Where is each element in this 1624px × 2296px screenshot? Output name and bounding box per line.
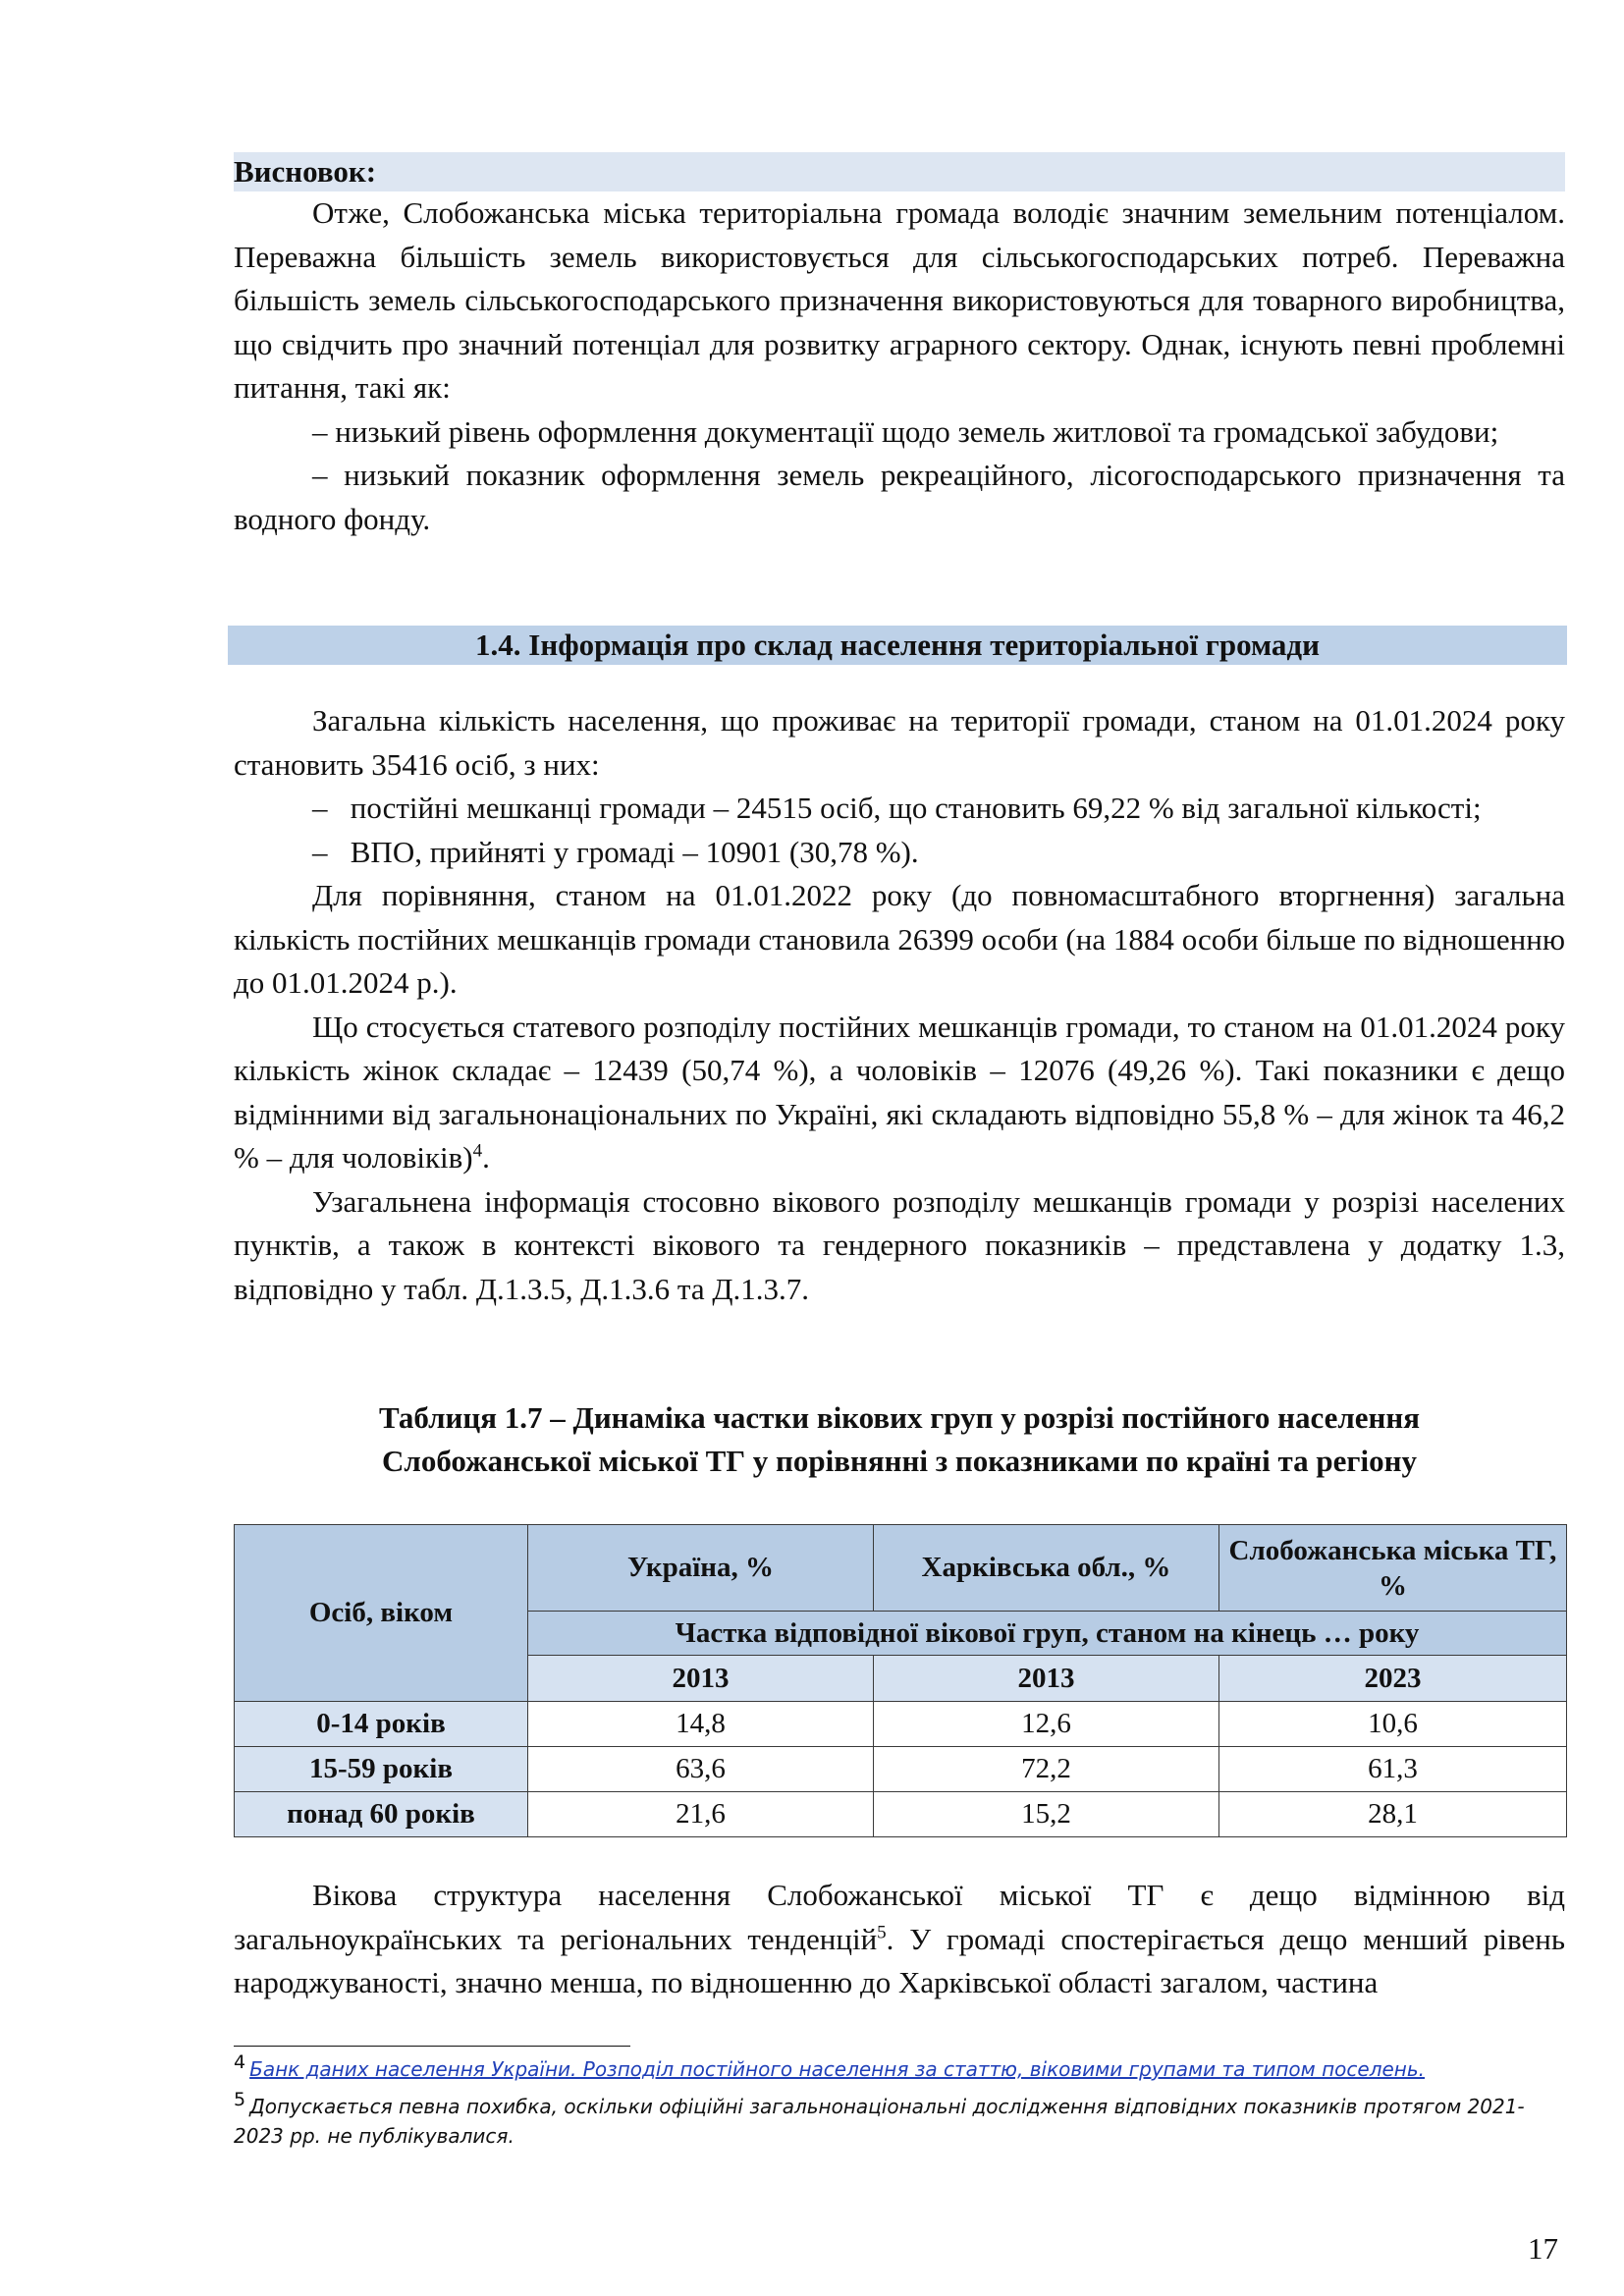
table-cell: 12,6 [874, 1702, 1219, 1747]
footnote-separator [234, 2046, 630, 2047]
table-caption-line-1: Таблиця 1.7 – Динаміка частки вікових груп у розрізі постійного населення [378, 1400, 1421, 1435]
bullet-idp: – ВПО, прийняті у громаді – 10901 (30,78 %). [312, 834, 919, 869]
subheader-cell: Частка відповідної вікової груп, станом на кінець … року [528, 1612, 1567, 1656]
conclusion-paragraph: Отже, Слобожанська міська територіальна громада володіє значним земельним потенціалом. Переважна більшість земель використовується для сільськогосподарських потреб. Переважна більшість земель сільськогосподарського призначення використовуються для товарного виробництва, що свідчить про значний потенціал для розвитку аграрного сектору. Однак, існують певні проблемні питання, такі як: [234, 195, 1565, 405]
conclusion-item-2: – низький показник оформлення земель рекреаційного, лісогосподарського призначення та водного фонду. [234, 458, 1565, 536]
footnote-number: 5 [234, 2089, 246, 2111]
year-cell: 2023 [1219, 1656, 1567, 1702]
row-label: понад 60 років [235, 1792, 528, 1837]
table-cell: 10,6 [1219, 1702, 1567, 1747]
footnote-ref-5[interactable]: 5 [877, 1922, 887, 1943]
footnote-4 [234, 2051, 1569, 2084]
age-groups-table [234, 1524, 1567, 1837]
gender-paragraph-end: . [482, 1140, 490, 1175]
after-table-block [234, 1874, 1565, 2005]
gender-paragraph-text: Що стосується статевого розподілу постійних мешканців громади, то станом на 01.01.2024 року кількість жінок складає – 12439 (50,74 %), а чоловіків – 12076 (49,26 %). Такі показники є дещо відмінними від загальнонаціональних по Україні, які складають відповідно 55,8 % – для жінок та 46,2 % – для чоловіків) [234, 1009, 1565, 1175]
page-number: 17 [1528, 2231, 1558, 2266]
table-cell: 72,2 [874, 1747, 1219, 1792]
table-row [235, 1792, 1567, 1837]
section-body [234, 699, 1565, 1311]
col-community-header: Слобожанська міська ТГ, % [1219, 1525, 1567, 1612]
row-header-cell: Осіб, віком [235, 1525, 528, 1702]
year-cell: 2013 [528, 1656, 874, 1702]
section-heading: 1.4. Інформація про склад населення територіальної громади [475, 628, 1320, 662]
section-heading-band [228, 626, 1567, 665]
age-summary-paragraph: Узагальнена інформація стосовно вікового розподілу мешканців громади у розрізі населених пунктів, а також в контексті вікового та гендерного показників – представлена у додатку 1.3, відповідно у табл. Д.1.3.5, Д.1.3.6 та Д.1.3.7. [234, 1183, 1565, 1306]
table-cell: 28,1 [1219, 1792, 1567, 1837]
footnote-link[interactable]: Банк даних населення України. Розподіл постійного населення за статтю, віковими групами та типом поселень. [249, 2057, 1426, 2081]
row-label: 0-14 років [235, 1702, 528, 1747]
footnote-5 [234, 2089, 1569, 2151]
conclusion-item-1: – низький рівень оформлення документації щодо земель житлової та громадської забудови; [312, 413, 1499, 449]
col-kharkiv-header: Харківська обл., % [874, 1525, 1219, 1612]
footnote-number: 4 [234, 2051, 246, 2074]
table-row [235, 1702, 1567, 1747]
table-cell: 21,6 [528, 1792, 874, 1837]
footnote-text: Допускається певна похибка, оскільки офіційні загальнонаціональні дослідження відповідних показників протягом 2021-2023 рр. не публікувалися. [234, 2095, 1525, 2148]
col-ukraine-header: Україна, % [528, 1525, 874, 1612]
age-structure-text: Вікова структура населення Слобожанської міської ТГ є дещо відмінною від загальноукраїнських та регіональних тенденцій [234, 1878, 1565, 1956]
comparison-paragraph: Для порівняння, станом на 01.01.2022 року (до повномасштабного вторгнення) загальна кількість постійних мешканців громади становила 26399 особи (на 1884 особи більше по відношенню до 01.01.2024 р.). [234, 878, 1565, 1000]
population-paragraph: Загальна кількість населення, що проживає на території громади, станом на 01.01.2024 року становить 35416 осіб, з них: [234, 703, 1565, 782]
year-cell: 2013 [874, 1656, 1219, 1702]
age-structure-paragraph [234, 1874, 1565, 2005]
table-cell: 61,3 [1219, 1747, 1567, 1792]
age-structure-text-rest: . У громаді спостерігається дещо менший рівень народжуваності, значно менша, по відношенню до Харківської області загалом, частина [234, 1921, 1565, 1999]
row-label: 15-59 років [235, 1747, 528, 1792]
table-row [235, 1747, 1567, 1792]
footnote-ref-4[interactable]: 4 [472, 1140, 483, 1162]
bullet-residents: – постійні мешканці громади – 24515 осіб, що становить 69,22 % від загальної кількості; [312, 791, 1482, 825]
table-cell: 14,8 [528, 1702, 874, 1747]
table-cell: 15,2 [874, 1792, 1219, 1837]
gender-paragraph [234, 1006, 1565, 1180]
table-cell: 63,6 [528, 1747, 874, 1792]
conclusion-block [234, 152, 1565, 541]
table-caption-line-2: Слобожанської міської ТГ у порівнянні з показниками по країні та регіону [382, 1444, 1417, 1478]
conclusion-label: Висновок: [234, 152, 1565, 191]
